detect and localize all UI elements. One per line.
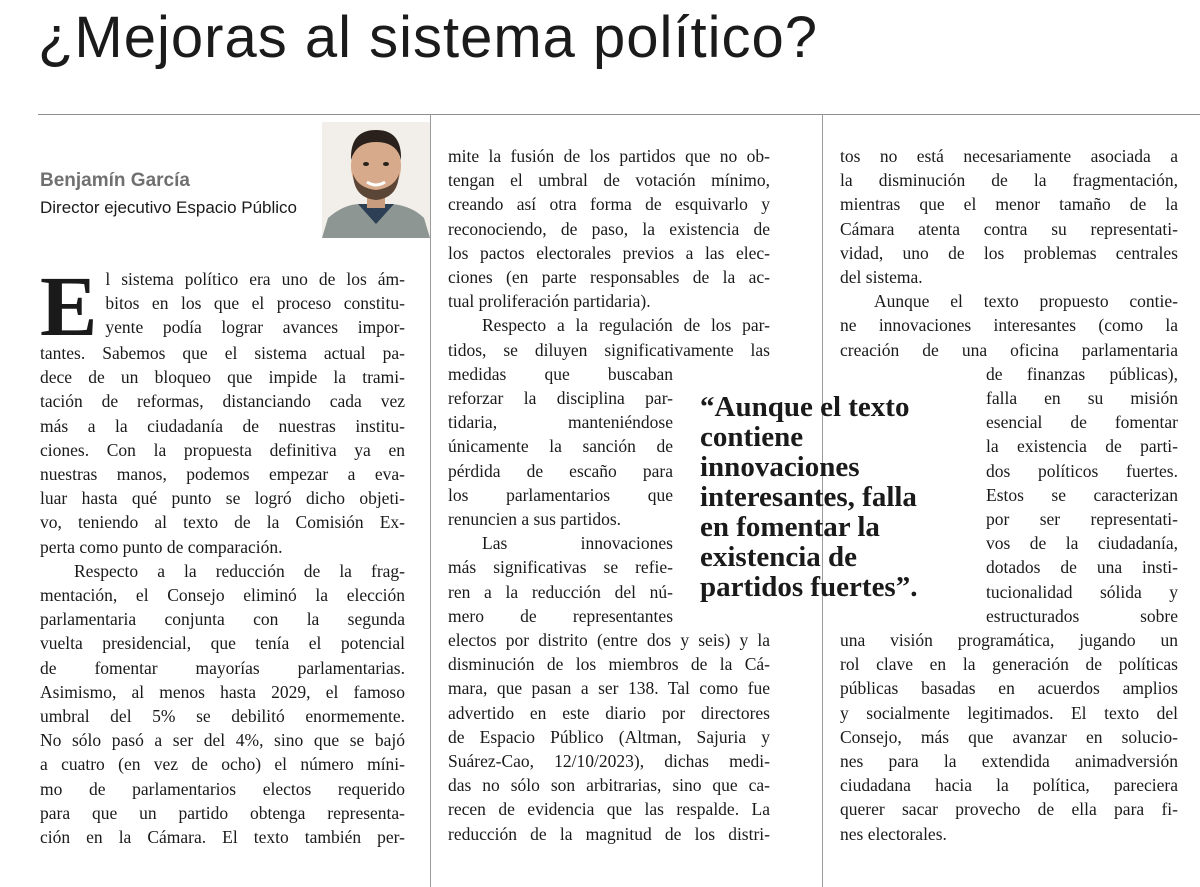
text-line: renuncien a sus partidos. [448, 509, 622, 530]
author-name: Benjamín García [40, 170, 190, 191]
text-line: para que un partido obtenga representa- [40, 802, 405, 823]
text-line: vos de la ciudadanía, [986, 533, 1178, 554]
text-line: esencial de fomentar [986, 412, 1178, 433]
text-line: únicamente la sanción de [448, 436, 673, 457]
pull-quote-line: en fomentar la [700, 511, 880, 543]
text-line: reforzar la disciplina par- [448, 388, 673, 409]
text-line: disminución de los miembros de la Cá- [448, 654, 770, 675]
text-line: de finanzas públicas), [986, 363, 1178, 384]
text-line: Suárez-Cao, 12/10/2023), dichas medi- [448, 751, 770, 772]
text-line: nes electorales. [840, 823, 947, 844]
text-line: mo de parlamentarios electos requerido [40, 778, 405, 799]
text-line: Cámara atenta contra su representati- [840, 218, 1178, 239]
pull-quote-line: existencia de [700, 541, 858, 573]
text-line: mientras que el menor tamaño de la [840, 194, 1178, 215]
text-line: tidaria, manteniéndose [448, 412, 673, 433]
pull-quote-line: contiene [700, 421, 804, 453]
text-line: mara, que pasan a ser 138. Tal como fue [448, 678, 770, 699]
text-line: una visión programática, jugando un [840, 630, 1178, 651]
text-line: la existencia de parti- [986, 436, 1178, 457]
text-line: a cuatro (en vez de ocho) el número míni- [40, 754, 405, 775]
pull-quote-line: innovaciones [700, 451, 860, 483]
text-line: ción en la Cámara. El texto también per- [40, 827, 405, 848]
text-line: ciones. Con la propuesta definitiva ya en [40, 439, 405, 460]
text-line: más a la ciudadanía de nuestras institu- [40, 415, 405, 436]
text-line: Las innovaciones [482, 533, 673, 554]
text-line: luar hasta qué punto se logró dicho objeti- [40, 488, 405, 509]
drop-cap: E [40, 258, 98, 354]
text-line: tengan el umbral de votación mínimo, [448, 170, 770, 191]
text-line: ne innovaciones interesantes (como la [840, 315, 1178, 336]
text-line: los pactos electorales previos a las elec- [448, 242, 770, 263]
text-line: tual proliferación partidaria). [448, 291, 651, 312]
text-line: Respecto a la regulación de los par- [482, 315, 770, 336]
text-line: creando así otra forma de esquivarlo y [448, 194, 770, 215]
text-line: tantes. Sabemos que el sistema actual pa- [40, 343, 405, 363]
text-line: Estos se caracterizan [986, 484, 1178, 505]
text-line: Respecto a la reducción de la frag- [74, 560, 405, 581]
text-line: ciones (en parte responsables de la ac- [448, 267, 770, 288]
text-line: de Espacio Público (Altman, Sajuria y [448, 726, 770, 747]
text-line: electos por distrito (entre dos y seis) y la [448, 630, 770, 651]
text-line: y socialmente legitimados. El texto del [840, 702, 1178, 723]
text-line: creación de una oficina parlamentaria [840, 339, 1178, 360]
text-line: reconociendo, de paso, la existencia de [448, 218, 770, 239]
text-line: rol clave en la generación de políticas [840, 654, 1178, 675]
text-line: mero de representantes [448, 605, 673, 626]
text-line: estructurados sobre [986, 605, 1178, 626]
pull-quote-line: partidos fuertes”. [700, 571, 918, 603]
text-line: umbral del 5% se debilitó enormemente. [40, 706, 405, 727]
text-line: yente podía lograr avances impor- [105, 317, 405, 338]
text-line: dotados de una insti- [986, 557, 1178, 578]
text-line: recen de evidencia que las respalde. La [448, 799, 770, 820]
text-line: tidos, se diluyen significativamente las [448, 339, 770, 360]
text-line: dece de un bloqueo que impide la trami- [40, 367, 405, 388]
article-column-1 [40, 258, 405, 849]
headline: ¿Mejoras al sistema político? [38, 5, 819, 70]
text-line: la disminución de la fragmentación, [840, 170, 1178, 191]
author-photo [322, 122, 430, 238]
text-line: l sistema político era uno de los ám- [105, 269, 405, 289]
column-divider-1 [430, 114, 431, 887]
article-column-3 [840, 144, 1178, 846]
text-line: públicas basadas en acuerdos amplios [840, 678, 1178, 699]
text-line: medidas que buscaban [448, 363, 673, 384]
text-line: de fomentar mayorías parlamentarias. [40, 657, 405, 678]
text-line: nuestras manos, podemos empezar a eva- [40, 464, 405, 485]
text-line: más significativas se refie- [448, 557, 673, 578]
text-line: del sistema. [840, 267, 923, 288]
text-line: tucionalidad sólida y [986, 581, 1178, 602]
text-line: advertido en este diario por directores [448, 702, 770, 723]
text-line: bitos en los que el proceso constitu- [105, 293, 405, 314]
text-line: parlamentaria conjunta con la segunda [40, 609, 405, 630]
text-line: Asimismo, al menos hasta 2029, el famoso [40, 681, 405, 702]
text-line: ciudadana hacia la política, pareciera [840, 775, 1178, 796]
text-line: mentación, el Consejo eliminó la elección [40, 585, 405, 606]
text-line: querer sacar provecho de ella para fi- [840, 799, 1178, 820]
text-line: vuelta presidencial, que tenía el potencial [40, 633, 405, 654]
header-divider [38, 114, 1200, 115]
pull-quote-line: interesantes, falla [700, 481, 917, 513]
text-line: dos políticos fuertes. [986, 460, 1178, 481]
pull-quote-line: “Aunque el texto [700, 391, 910, 423]
text-line: nes para la extendida animadversión [840, 751, 1178, 772]
text-line: reducción de la magnitud de los distri- [448, 823, 770, 844]
text-line: mite la fusión de los partidos que no ob- [448, 146, 770, 166]
text-line: por ser representati- [986, 509, 1178, 530]
text-line: Consejo, más que avanzar en solucio- [840, 726, 1178, 747]
text-line: falla en su misión [986, 388, 1178, 409]
text-line: vo, teniendo al texto de la Comisión Ex- [40, 512, 405, 533]
text-line: vidad, uno de los problemas centrales [840, 242, 1178, 263]
text-line: pérdida de escaño para [448, 460, 673, 481]
text-line: das no sólo son arbitrarias, sino que ca- [448, 775, 770, 796]
text-line: ren a la reducción del nú- [448, 581, 673, 602]
text-line: tación de reformas, distanciando cada vez [40, 391, 405, 412]
text-line: Aunque el texto propuesto contie- [874, 291, 1178, 312]
author-role: Director ejecutivo Espacio Público [40, 198, 298, 217]
text-line: perta como punto de comparación. [40, 536, 283, 557]
text-line: los parlamentarios que [448, 484, 673, 505]
text-line: No sólo pasó a ser del 4%, sino que se bajó [40, 730, 405, 751]
text-line: tos no está necesariamente asociada a [840, 146, 1178, 166]
